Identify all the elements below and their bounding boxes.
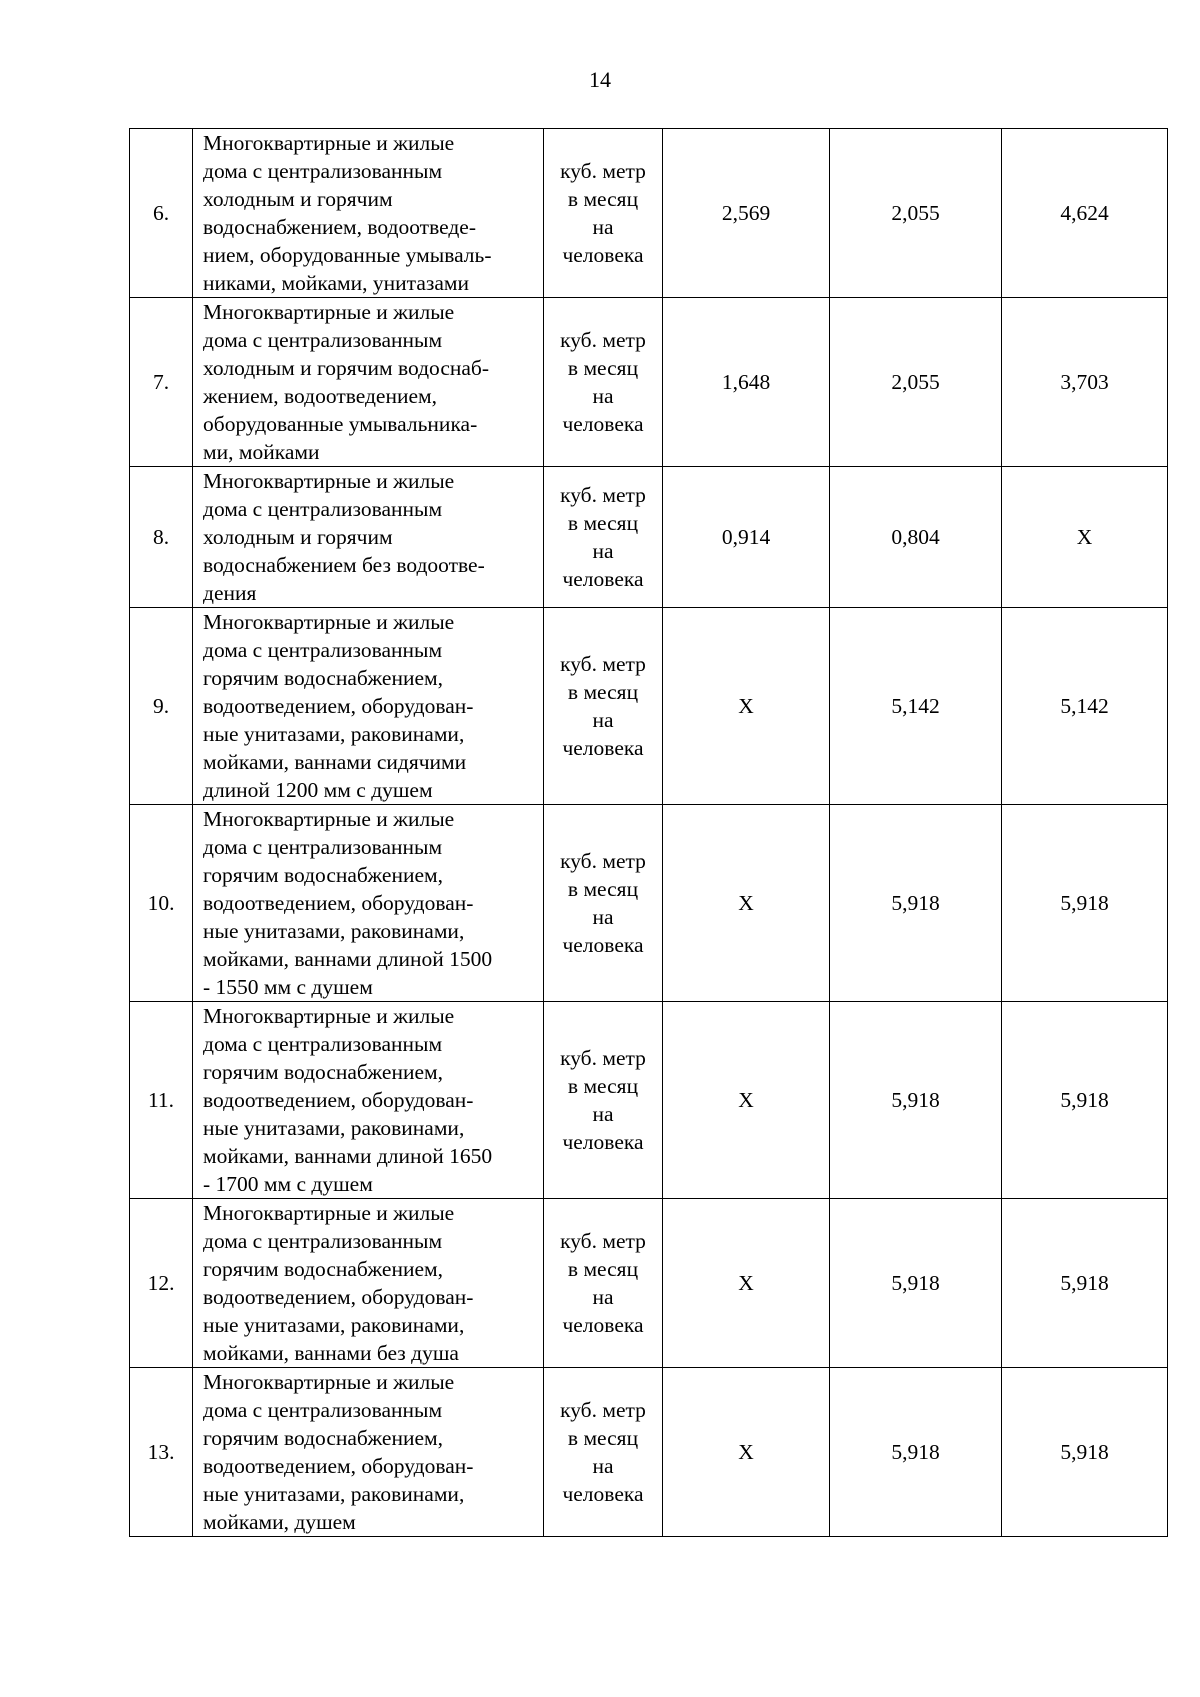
description-line: дома с централизованным xyxy=(203,1398,443,1422)
unit-line: в месяц xyxy=(567,877,639,901)
description-line: Многоквартирные и жилые xyxy=(203,469,455,493)
description-line: Многоквартирные и жилые xyxy=(203,131,455,155)
description-line: водоснабжением без водоотве- xyxy=(203,553,485,577)
description-line: дома с централизованным xyxy=(203,328,443,352)
table-row xyxy=(130,467,1168,608)
unit-line: куб. метр xyxy=(560,159,646,183)
description-line: водоотведением, оборудован- xyxy=(203,694,474,718)
table-row xyxy=(130,1199,1168,1368)
row-number: 12. xyxy=(130,1199,193,1368)
unit-line: в месяц xyxy=(567,511,639,535)
unit-line: куб. метр xyxy=(560,1398,646,1422)
row-number: 6. xyxy=(130,129,193,298)
description-line: мойками, ваннами сидячими xyxy=(203,750,467,774)
description-line: холодным и горячим xyxy=(203,187,393,211)
housing-type-description xyxy=(193,1199,544,1368)
value-cell-1: 0,914 xyxy=(663,467,830,608)
value-cell-1: 2,569 xyxy=(663,129,830,298)
value-cell-1: Х xyxy=(663,608,830,805)
description-line: дома с централизованным xyxy=(203,1032,443,1056)
value-cell-2: 5,142 xyxy=(830,608,1002,805)
description-line: - 1550 мм с душем xyxy=(203,975,373,999)
description-line: дома с централизованным xyxy=(203,497,443,521)
unit-of-measure xyxy=(544,1002,663,1199)
value-cell-2: 5,918 xyxy=(830,1002,1002,1199)
table-row xyxy=(130,1002,1168,1199)
value-cell-2: 5,918 xyxy=(830,1199,1002,1368)
description-line: Многоквартирные и жилые xyxy=(203,1370,455,1394)
unit-line: на xyxy=(592,708,614,732)
unit-line: на xyxy=(592,539,614,563)
description-line: дома с централизованным xyxy=(203,159,443,183)
value-cell-3: 4,624 xyxy=(1002,129,1168,298)
page-number: 14 xyxy=(589,67,611,92)
description-line: Многоквартирные и жилые xyxy=(203,1201,455,1225)
description-line: дома с централизованным xyxy=(203,835,443,859)
description-line: - 1700 мм с душем xyxy=(203,1172,373,1196)
row-number: 8. xyxy=(130,467,193,608)
value-cell-1: 1,648 xyxy=(663,298,830,467)
unit-line: куб. метр xyxy=(560,328,646,352)
value-cell-1: Х xyxy=(663,1002,830,1199)
value-cell-3: 5,918 xyxy=(1002,1002,1168,1199)
value-cell-2: 2,055 xyxy=(830,129,1002,298)
description-line: холодным и горячим xyxy=(203,525,393,549)
description-line: нием, оборудованные умываль- xyxy=(203,243,492,267)
housing-type-description xyxy=(193,608,544,805)
unit-line: человека xyxy=(562,1130,644,1154)
description-line: жением, водоотведением, xyxy=(203,384,438,408)
unit-line: куб. метр xyxy=(560,652,646,676)
value-cell-3: 5,918 xyxy=(1002,1368,1168,1537)
description-line: дома с централизованным xyxy=(203,638,443,662)
unit-of-measure xyxy=(544,1199,663,1368)
housing-type-description xyxy=(193,805,544,1002)
row-number: 9. xyxy=(130,608,193,805)
unit-line: на xyxy=(592,1285,614,1309)
description-line: горячим водоснабжением, xyxy=(203,1257,443,1281)
unit-of-measure xyxy=(544,129,663,298)
housing-type-description xyxy=(193,467,544,608)
consumption-norms-table xyxy=(129,128,1168,1537)
unit-line: куб. метр xyxy=(560,1229,646,1253)
value-cell-2: 0,804 xyxy=(830,467,1002,608)
unit-line: на xyxy=(592,1454,614,1478)
value-cell-3: 5,918 xyxy=(1002,1199,1168,1368)
unit-line: на xyxy=(592,215,614,239)
description-line: водоотведением, оборудован- xyxy=(203,1088,474,1112)
unit-of-measure xyxy=(544,298,663,467)
unit-line: человека xyxy=(562,1313,644,1337)
description-line: ные унитазами, раковинами, xyxy=(203,722,465,746)
unit-line: в месяц xyxy=(567,1074,639,1098)
value-cell-2: 5,918 xyxy=(830,1368,1002,1537)
description-line: горячим водоснабжением, xyxy=(203,1060,443,1084)
unit-line: на xyxy=(592,905,614,929)
description-line: водоотведением, оборудован- xyxy=(203,891,474,915)
unit-line: куб. метр xyxy=(560,483,646,507)
description-line: горячим водоснабжением, xyxy=(203,666,443,690)
table-body xyxy=(130,129,1168,1537)
unit-of-measure xyxy=(544,805,663,1002)
description-line: Многоквартирные и жилые xyxy=(203,610,455,634)
description-line: холодным и горячим водоснаб- xyxy=(203,356,490,380)
description-line: дома с централизованным xyxy=(203,1229,443,1253)
description-line: ные унитазами, раковинами, xyxy=(203,1482,465,1506)
unit-line: человека xyxy=(562,243,644,267)
unit-line: в месяц xyxy=(567,680,639,704)
unit-line: человека xyxy=(562,736,644,760)
value-cell-1: Х xyxy=(663,1368,830,1537)
table-row xyxy=(130,298,1168,467)
unit-line: в месяц xyxy=(567,187,639,211)
value-cell-1: Х xyxy=(663,805,830,1002)
value-cell-2: 5,918 xyxy=(830,805,1002,1002)
description-line: Многоквартирные и жилые xyxy=(203,807,455,831)
description-line: длиной 1200 мм с душем xyxy=(203,778,433,802)
description-line: ные унитазами, раковинами, xyxy=(203,1116,465,1140)
description-line: ми, мойками xyxy=(203,440,320,464)
table-row xyxy=(130,129,1168,298)
table-row xyxy=(130,805,1168,1002)
description-line: мойками, душем xyxy=(203,1510,356,1534)
value-cell-3: 5,142 xyxy=(1002,608,1168,805)
unit-line: куб. метр xyxy=(560,1046,646,1070)
value-cell-1: Х xyxy=(663,1199,830,1368)
description-line: водоотведением, оборудован- xyxy=(203,1454,474,1478)
description-line: ные унитазами, раковинами, xyxy=(203,919,465,943)
description-line: мойками, ваннами длиной 1500 xyxy=(203,947,493,971)
table-row xyxy=(130,1368,1168,1537)
housing-type-description xyxy=(193,1002,544,1199)
value-cell-2: 2,055 xyxy=(830,298,1002,467)
housing-type-description xyxy=(193,129,544,298)
description-line: оборудованные умывальника- xyxy=(203,412,478,436)
row-number: 10. xyxy=(130,805,193,1002)
value-cell-3: 3,703 xyxy=(1002,298,1168,467)
unit-line: человека xyxy=(562,1482,644,1506)
housing-type-description xyxy=(193,298,544,467)
unit-line: человека xyxy=(562,412,644,436)
description-line: мойками, ваннами без душа xyxy=(203,1341,459,1365)
unit-line: на xyxy=(592,1102,614,1126)
unit-of-measure xyxy=(544,1368,663,1537)
table-row xyxy=(130,608,1168,805)
description-line: горячим водоснабжением, xyxy=(203,863,443,887)
unit-line: человека xyxy=(562,567,644,591)
row-number: 7. xyxy=(130,298,193,467)
housing-type-description xyxy=(193,1368,544,1537)
description-line: Многоквартирные и жилые xyxy=(203,300,455,324)
value-cell-3: Х xyxy=(1002,467,1168,608)
unit-line: в месяц xyxy=(567,1257,639,1281)
description-line: мойками, ваннами длиной 1650 xyxy=(203,1144,493,1168)
unit-line: в месяц xyxy=(567,356,639,380)
unit-of-measure xyxy=(544,467,663,608)
description-line: водоотведением, оборудован- xyxy=(203,1285,474,1309)
description-line: Многоквартирные и жилые xyxy=(203,1004,455,1028)
row-number: 11. xyxy=(130,1002,193,1199)
description-line: горячим водоснабжением, xyxy=(203,1426,443,1450)
description-line: водоснабжением, водоотведе- xyxy=(203,215,476,239)
unit-line: в месяц xyxy=(567,1426,639,1450)
description-line: ные унитазами, раковинами, xyxy=(203,1313,465,1337)
unit-of-measure xyxy=(544,608,663,805)
unit-line: человека xyxy=(562,933,644,957)
description-line: дения xyxy=(203,581,257,605)
unit-line: на xyxy=(592,384,614,408)
value-cell-3: 5,918 xyxy=(1002,805,1168,1002)
description-line: никами, мойками, унитазами xyxy=(203,271,470,295)
unit-line: куб. метр xyxy=(560,849,646,873)
row-number: 13. xyxy=(130,1368,193,1537)
